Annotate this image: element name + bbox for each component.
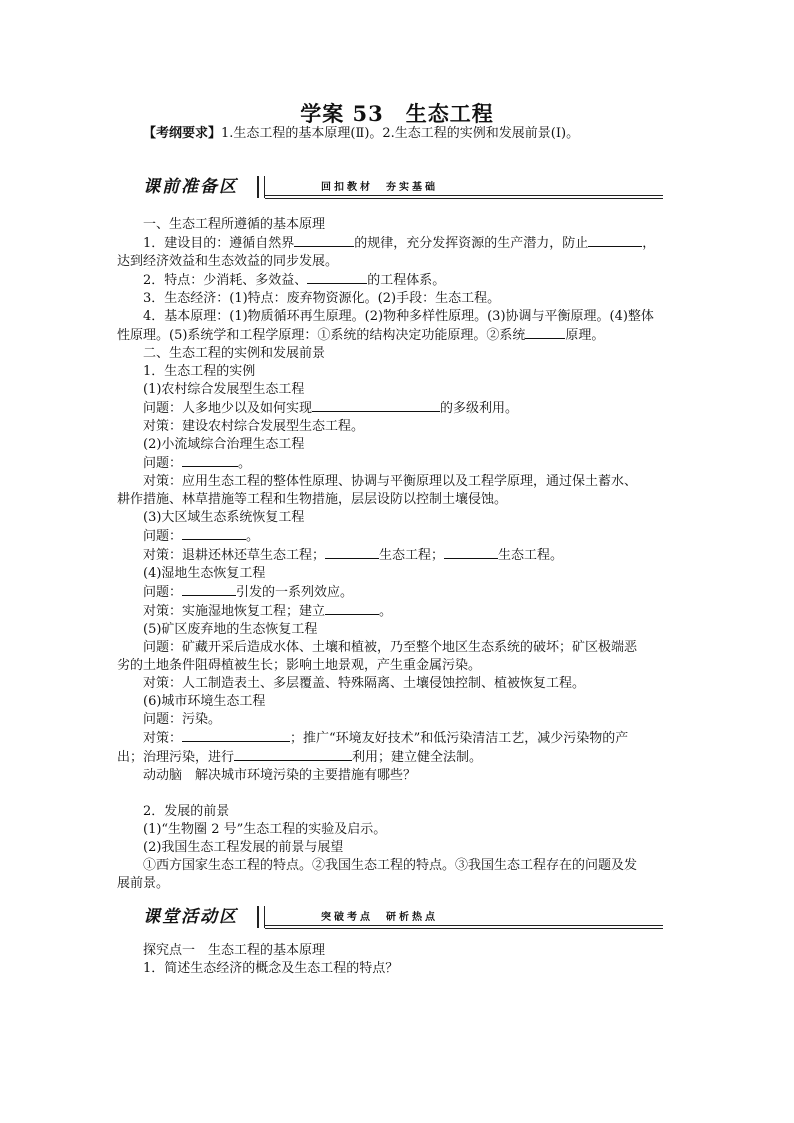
example-title: (6)城市环境生态工程 [143,694,266,709]
fill-blank[interactable] [325,602,379,615]
section-heading: 二、生态工程的实例和发展前景 [143,346,326,361]
paragraph: 对策：实施湿地恢复工程；建立 。 [143,604,393,619]
example-title: (5)矿区废弃地的生态恢复工程 [143,622,318,637]
paragraph: 问题：人多地少以及如何实现 的多级利用。 [143,401,519,416]
paragraph: 对策： ；推广“环境友好技术”和低污染清洁工艺，减少污染物的产 [143,731,629,746]
fill-blank[interactable] [325,546,379,559]
prep-content [117,216,677,893]
paragraph: 达到经济效益和生态效益的同步发展。 [117,254,339,269]
fill-blank[interactable] [307,271,367,284]
banner-divider [257,176,265,198]
paragraph: ①西方国家生态工程的特点。②我国生态工程的特点。③我国生态工程存在的问题及发 [143,858,638,873]
explore-heading [143,942,325,960]
paragraph: 对策：退耕还林还草生态工程； 生态工程； 生态工程。 [143,548,564,563]
exam-requirements [143,125,663,143]
paragraph: 问题：矿藏开采后造成水体、土壤和植被，乃至整个地区生态系统的破坏；矿区极端恶 [143,640,638,655]
banner-title: 课前准备区 [143,177,238,197]
paragraph: (1)“生物圈 2 号”生态工程的实验及启示。 [143,822,387,837]
fill-blank[interactable] [525,326,565,339]
section-banner-prep [143,175,663,201]
fill-blank[interactable] [182,454,238,467]
fill-blank[interactable] [588,234,642,247]
explore-label: 探究点一 [143,943,196,958]
section-banner-class [143,905,663,931]
think-prompt: 动动脑 解决城市环境污染的主要措施有哪些？ [143,768,417,783]
subheading: 2．发展的前景 [143,804,230,819]
paragraph: 4．基本原理：(1)物质循环再生原理。(2)物种多样性原理。(3)协调与平衡原理。(4)整体 [143,309,654,324]
example-title: (4)湿地生态恢复工程 [143,566,266,581]
example-title: (2)小流域综合治理生态工程 [143,437,305,452]
fill-blank[interactable] [234,748,352,761]
paragraph: 问题： 。 [143,456,252,471]
paragraph: 问题： 引发的一系列效应。 [143,585,354,600]
paragraph: (2)我国生态工程发展的前景与展望 [143,840,344,855]
banner-divider [257,906,265,928]
banner-subtitle: 回扣教材 夯实基础 [321,182,438,193]
fill-blank[interactable] [444,546,498,559]
banner-subtitle: 突破考点 研析热点 [321,912,438,923]
fill-blank[interactable] [312,399,440,412]
banner-rule [265,198,663,199]
fill-blank[interactable] [294,234,354,247]
fill-blank[interactable] [182,527,246,540]
requirements-text: 1.生态工程的基本原理(Ⅱ)。2.生态工程的实例和发展前景(Ⅰ)。 [221,126,580,141]
paragraph: 劣的土地条件阻碍植被生长；影响土地景观，产生重金属污染。 [117,658,482,673]
paragraph: 对策：建设农村综合发展型生态工程。 [143,419,365,434]
banner-title: 课堂活动区 [143,907,238,927]
banner-rule [265,195,663,196]
paragraph: 对策：人工制造表土、多层覆盖、特殊隔离、土壤侵蚀控制、植被恢复工程。 [143,676,586,691]
explore-title: 生态工程的基本原理 [208,943,326,958]
explore-question: 1．简述生态经济的概念及生态工程的特点？ [143,961,399,976]
page-title: 学案 53 生态工程 [300,101,494,126]
fill-blank[interactable] [182,729,290,742]
paragraph: 性原理。(5)系统学和工程学原理：①系统的结构决定功能原理。②系统 原理。 [117,328,605,343]
paragraph: 耕作措施、林草措施等工程和生物措施，层层设防以控制土壤侵蚀。 [117,492,508,507]
paragraph: 3．生态经济：(1)特点：废弃物资源化。(2)手段：生态工程。 [143,291,501,306]
fill-blank[interactable] [182,583,236,596]
paragraph: 出；治理污染，进行 利用；建立健全法制。 [117,750,483,765]
spacer [117,785,677,803]
paragraph: 2．特点：少消耗、多效益、 的工程体系。 [143,273,446,288]
requirements-label: 【考纲要求】 [143,126,222,141]
paragraph: 问题：污染。 [143,712,222,727]
subheading: 1．生态工程的实例 [143,364,256,379]
paragraph: 1．建设目的：遵循自然界 的规律，充分发挥资源的生产潜力，防止 ， [143,236,656,251]
section-heading: 一、生态工程所遵循的基本原理 [143,217,326,232]
example-title: (3)大区域生态系统恢复工程 [143,510,305,525]
paragraph: 展前景。 [117,876,170,891]
example-title: (1)农村综合发展型生态工程 [143,382,305,397]
paragraph: 对策：应用生态工程的整体性原理、协调与平衡原理以及工程学原理，通过保土蓄水、 [143,474,638,489]
banner-rule [265,925,663,926]
banner-rule [265,928,663,929]
paragraph: 问题： 。 [143,529,260,544]
